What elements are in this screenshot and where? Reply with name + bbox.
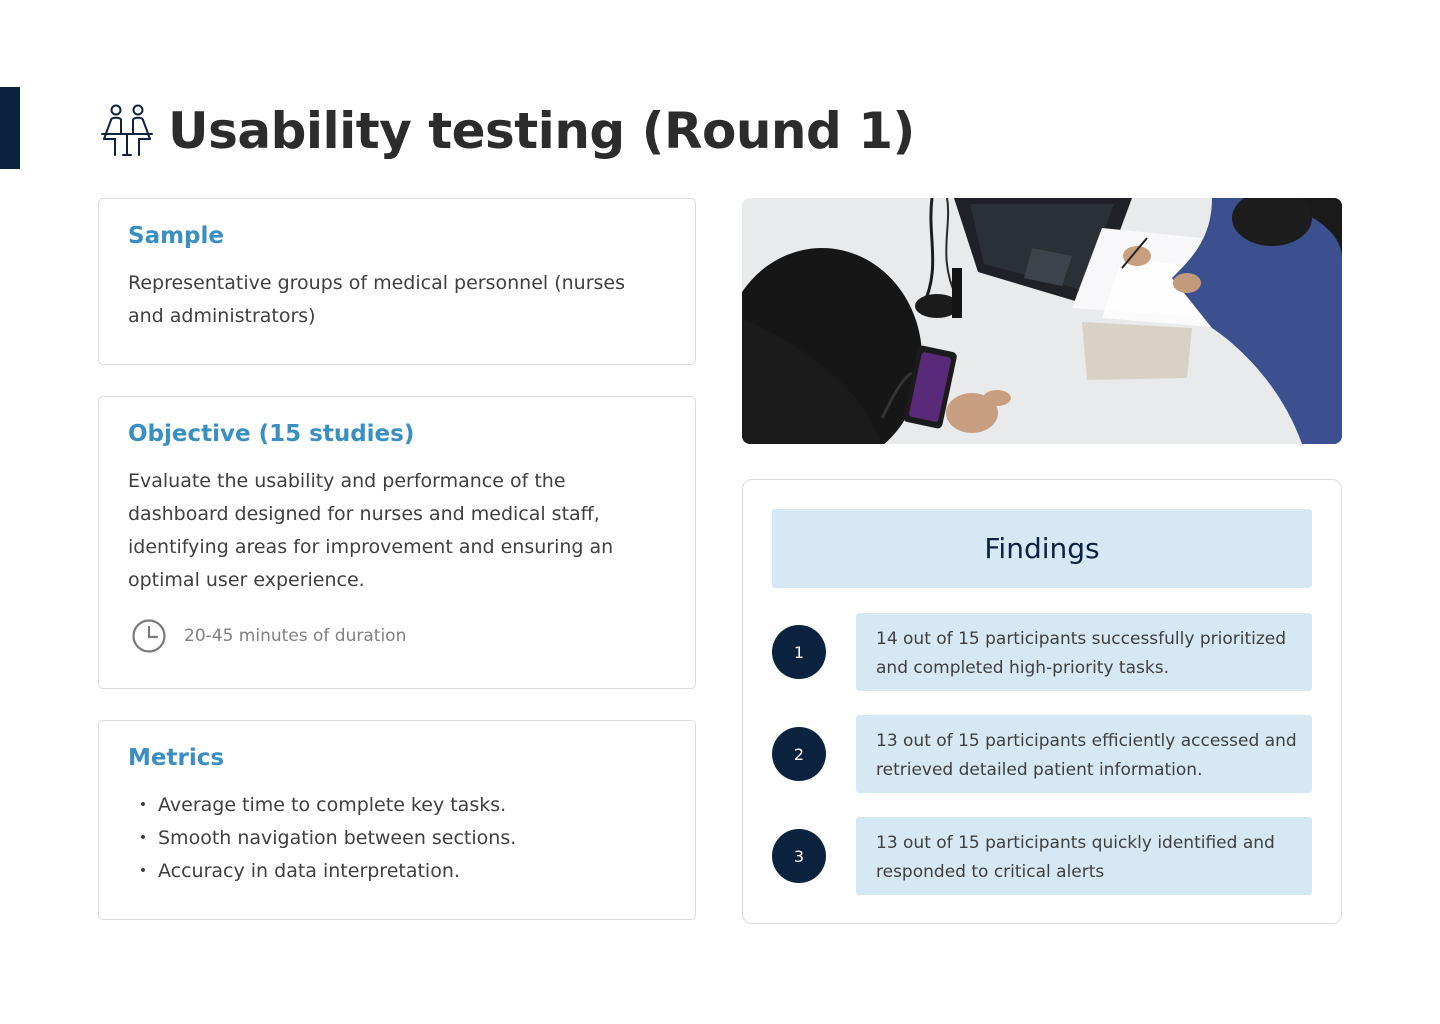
finding-number-badge: 3: [772, 829, 826, 883]
finding-text: 14 out of 15 participants successfully prioritized and completed high-priority tasks.: [856, 613, 1312, 691]
finding-number-badge: 1: [772, 625, 826, 679]
duration-row: [128, 617, 666, 655]
metrics-item: [128, 855, 666, 888]
finding-text: 13 out of 15 participants quickly identified and responded to critical alerts: [856, 817, 1312, 895]
people-meeting-icon: [100, 103, 154, 159]
objective-heading: Objective (15 studies): [128, 421, 415, 447]
objective-body: Evaluate the usability and performance of the dashboard designed for nurses and medical staff, identifying areas for improvement and ensuring an optimal user experience.: [128, 470, 614, 591]
photo-illustration: [742, 198, 1342, 444]
usability-test-photo: [742, 198, 1342, 444]
metrics-item: [128, 789, 666, 822]
objective-card: [98, 396, 696, 689]
bullet-icon: •: [138, 863, 148, 879]
bullet-icon: •: [138, 830, 148, 846]
sample-heading: Sample: [128, 223, 224, 249]
sample-body: Representative groups of medical personnel (nurses and administrators): [128, 272, 625, 327]
findings-title: Findings: [984, 532, 1100, 565]
finding-number-badge: 2: [772, 727, 826, 781]
finding-item: [772, 715, 1312, 793]
accent-bar: [0, 87, 20, 169]
sample-card: [98, 198, 696, 365]
metrics-item-text: Smooth navigation between sections.: [158, 827, 517, 849]
metrics-item-text: Average time to complete key tasks.: [158, 794, 507, 816]
page-title: Usability testing (Round 1): [168, 102, 915, 160]
title-row: [100, 96, 915, 166]
finding-text: 13 out of 15 participants efficiently accessed and retrieved detailed patient information.: [856, 715, 1312, 793]
metrics-list: [128, 789, 666, 888]
metrics-item-text: Accuracy in data interpretation.: [158, 860, 460, 882]
duration-text: 20-45 minutes of duration: [184, 626, 407, 646]
metrics-heading: Metrics: [128, 745, 225, 771]
metrics-card: [98, 720, 696, 920]
finding-item: [772, 613, 1312, 691]
clock-icon: [130, 617, 168, 655]
metrics-item: [128, 822, 666, 855]
bullet-icon: •: [138, 797, 148, 813]
findings-card: [742, 479, 1342, 924]
finding-item: [772, 817, 1312, 895]
findings-header: [772, 509, 1312, 588]
